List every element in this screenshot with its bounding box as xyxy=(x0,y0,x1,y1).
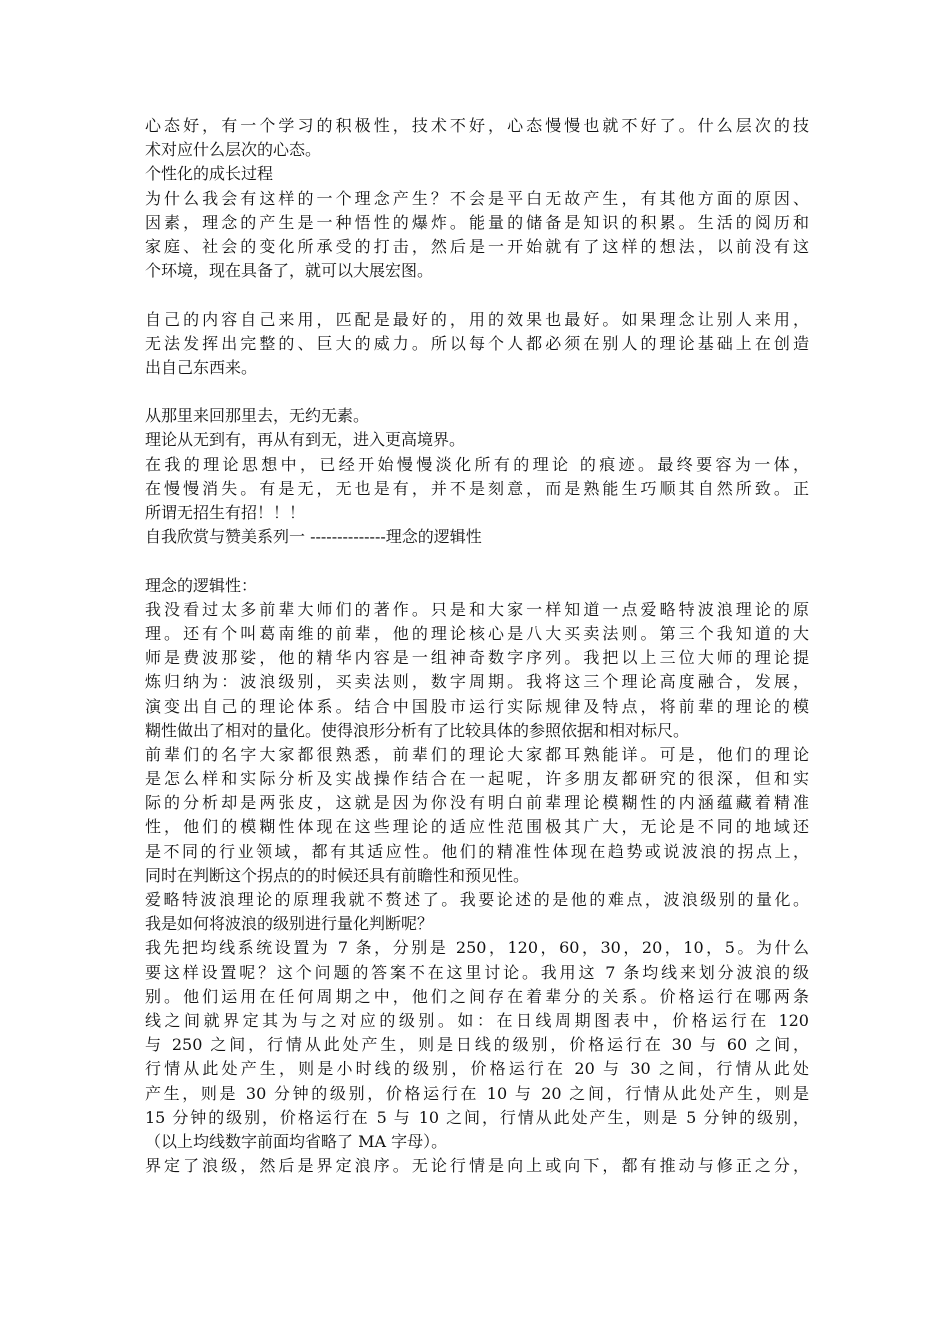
paragraph xyxy=(145,598,809,743)
paragraph xyxy=(145,308,809,381)
text-line: 我没看过太多前辈大师们的著作。只是和大家一样知道一点爱略特波浪理论的原 xyxy=(145,599,809,619)
text-line: 界定了浪级，然后是界定浪序。无论行情是向上或向下，都有推动与修正之分， xyxy=(145,1156,809,1176)
text-line: 个环境，现在具备了，就可以大展宏图。 xyxy=(145,261,434,281)
paragraph xyxy=(145,404,809,428)
text-line: 演变出自己的理论体系。结合中国股市运行实际规律及特点，将前辈的理论的模 xyxy=(145,696,809,716)
text-line: 同时在判断这个拐点的的时候还具有前瞻性和预见性。 xyxy=(145,865,530,885)
text-line: 前辈们的名字大家都很熟悉，前辈们的理论大家都耳熟能详。可是，他们的理论 xyxy=(145,744,809,764)
text-line: 际的分析却是两张皮，这就是因为你没有明白前辈理论模糊性的内涵蕴藏着精准 xyxy=(145,793,809,813)
text-line: 我是如何将波浪的级别进行量化判断呢？ xyxy=(145,914,434,934)
paragraph xyxy=(145,936,809,1154)
text-line: 爱略特波浪理论的原理我就不赘述了。我要论述的是他的难点，波浪级别的量化。 xyxy=(145,890,809,909)
paragraph xyxy=(145,114,809,162)
blank-line xyxy=(145,380,809,404)
text-line: （以上均线数字前面均省略了 MA 字母）。 xyxy=(145,1131,448,1151)
paragraph xyxy=(145,743,809,888)
text-line: 从那里来回那里去，无约无素。 xyxy=(145,406,370,426)
text-line: 所谓无招生有招！！！ xyxy=(145,503,306,522)
text-line: 性，他们的模糊性体现在这些理论的适应性范围极其广大，无论是不同的地域还 xyxy=(145,817,809,837)
text-line: 是不同的行业领域，都有其适应性。他们的精准性体现在趋势或说波浪的拐点上， xyxy=(145,841,809,861)
text-line: 在我的理论思想中，已经开始慢慢淡化所有的理论 的痕迹。最终要容为一体， xyxy=(145,454,809,474)
paragraph xyxy=(145,574,809,598)
text-line: 术对应什么层次的心态。 xyxy=(145,140,322,160)
text-line: 师是费波那娑，他的精华内容是一组神奇数字序列。我把以上三位大师的理论提 xyxy=(145,648,809,668)
text-line: 心态好，有一个学习的积极性，技术不好，心态慢慢也就不好了。什么层次的技 xyxy=(145,116,809,135)
text-line: 理论从无到有，再从有到无，进入更高境界。 xyxy=(145,430,466,450)
text-line: 自我欣赏与赞美系列一 --------------理念的逻辑性 xyxy=(145,527,482,547)
text-line: 产生，则是 30 分钟的级别，价格运行在 10 与 20 之间，行情从此处产生，则是 xyxy=(145,1083,809,1103)
document-body xyxy=(145,114,809,1178)
paragraph xyxy=(145,888,809,936)
text-line: 线之间就界定其为与之对应的级别。如：在日线周期图表中，价格运行在 120 xyxy=(145,1010,809,1030)
text-line: 为什么我会有这样的一个理念产生？不会是平白无故产生，有其他方面的原因、 xyxy=(145,188,809,208)
text-line: 是怎么样和实际分析及实战操作结合在一起呢，许多朋友都研究的很深，但和实 xyxy=(145,769,809,789)
paragraph xyxy=(145,453,809,526)
text-line: 家庭、社会的变化所承受的打击，然后是一开始就有了这样的想法，以前没有这 xyxy=(145,236,809,256)
text-line: 无法发挥出完整的、巨大的威力。所以每个人都必须在别人的理论基础上在创造 xyxy=(145,333,809,353)
text-line: 要这样设置呢？这个问题的答案不在这里讨论。我用这 7 条均线来划分波浪的级 xyxy=(145,962,809,982)
text-line: 行情从此处产生，则是小时线的级别，价格运行在 20 与 30 之间，行情从此处 xyxy=(145,1059,809,1079)
text-line: 在慢慢消失。有是无，无也是有，并不是刻意，而是熟能生巧顺其自然所致。正 xyxy=(145,478,809,498)
paragraph xyxy=(145,428,809,452)
text-line: 因素，理念的产生是一种悟性的爆炸。能量的储备是知识的积累。生活的阅历和 xyxy=(145,212,809,232)
text-line: 理念的逻辑性： xyxy=(145,575,258,595)
blank-line xyxy=(145,549,809,573)
text-line: 与 250 之间，行情从此处产生，则是日线的级别，价格运行在 30 与 60 之间， xyxy=(145,1035,809,1055)
paragraph xyxy=(145,162,809,186)
blank-line xyxy=(145,283,809,307)
text-line: 自己的内容自己来用，匹配是最好的，用的效果也最好。如果理念让别人来用， xyxy=(145,309,809,329)
text-line: 出自己东西来。 xyxy=(145,357,258,377)
text-line: 我先把均线系统设置为 7 条，分别是 250，120，60，30，20，10，5。为什么 xyxy=(145,938,809,958)
paragraph xyxy=(145,1154,809,1178)
text-line: 理。还有个叫葛南维的前辈，他的理论核心是八大买卖法则。第三个我知道的大 xyxy=(145,623,809,643)
text-line: 15 分钟的级别，价格运行在 5 与 10 之间，行情从此处产生，则是 5 分钟的级别， xyxy=(145,1107,809,1127)
text-line: 个性化的成长过程 xyxy=(145,164,274,184)
text-line: 别。他们运用在任何周期之中，他们之间存在着辈分的关系。价格运行在哪两条 xyxy=(145,986,809,1006)
paragraph xyxy=(145,525,809,549)
text-line: 糊性做出了相对的量化。使得浪形分析有了比较具体的参照依据和相对标尺。 xyxy=(145,720,690,740)
paragraph xyxy=(145,187,809,284)
text-line: 炼归纳为：波浪级别，买卖法则，数字周期。我将这三个理论高度融合，发展， xyxy=(145,672,809,692)
